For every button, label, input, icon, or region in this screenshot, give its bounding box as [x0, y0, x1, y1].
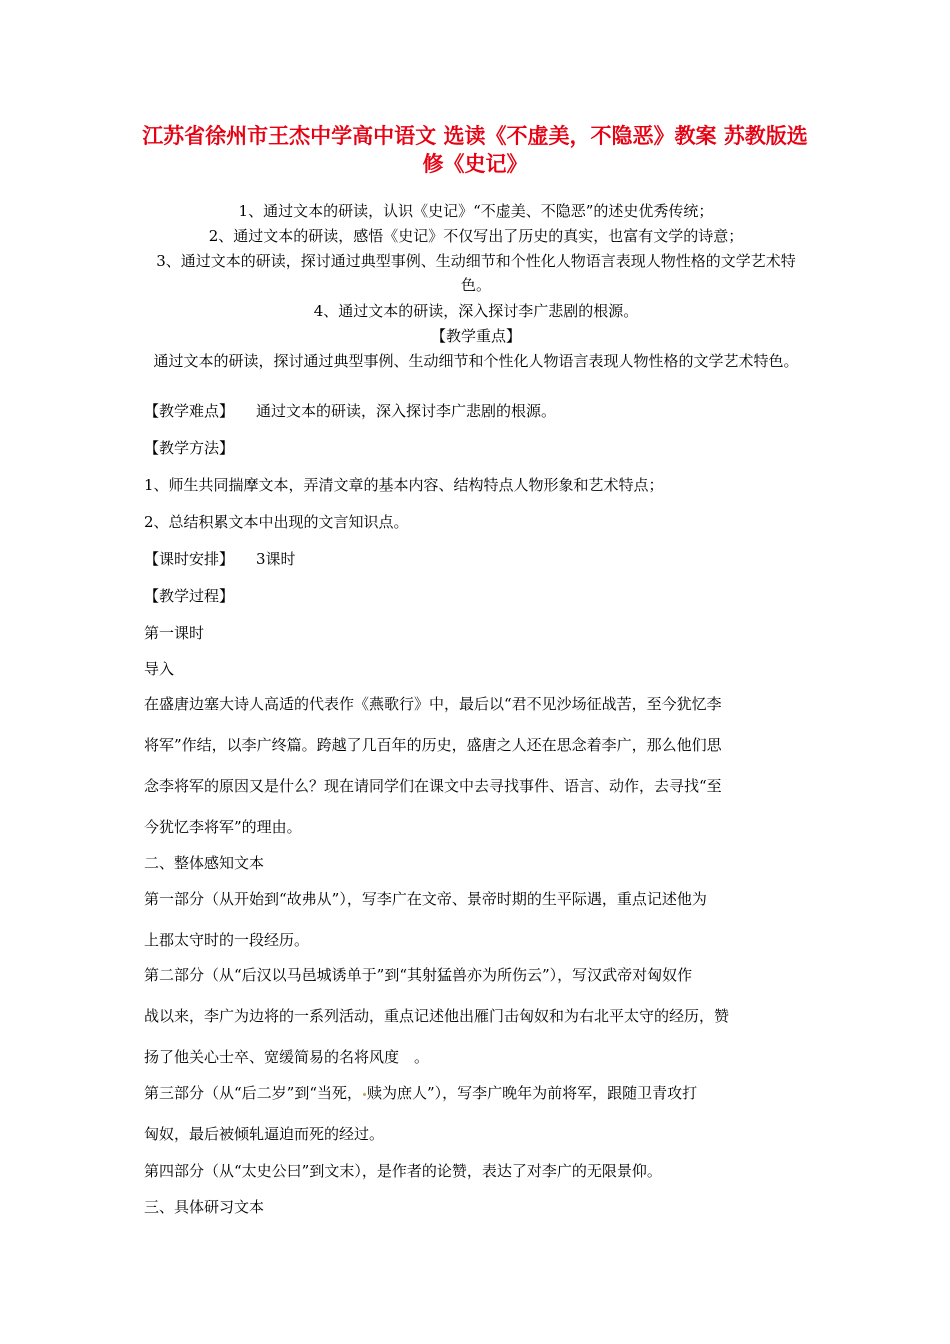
intro-line-3: 念李将军的原因又是什么？现在请同学们在课文中去寻找事件、语言、动作，去寻找“至	[144, 777, 722, 795]
part-2-line-3: 扬了他关心士卒、宽缓简易的名将风度 。	[144, 1048, 430, 1066]
method-item-1: 1、师生共同揣摩文本，弄清文章的基本内容、结构特点人物形象和艺术特点；	[144, 476, 664, 494]
method-item-2: 2、总结积累文本中出现的文言知识点。	[144, 513, 409, 531]
key-points-text: 通过文本的研读，探讨通过典型事例、生动细节和个性化人物语言表现人物性格的文学艺术特色。	[153, 352, 799, 370]
intro-line-4: 今犹忆李将军”的理由。	[144, 818, 302, 836]
part-1-line-1: 第一部分（从开始到“故弗从”），写李广在文帝、景帝时期的生平际遇，重点记述他为	[144, 890, 707, 908]
difficulty-label: 【教学难点】	[144, 402, 235, 420]
intro-heading: 导入	[144, 660, 175, 678]
section-2-heading: 二、整体感知文本	[144, 854, 265, 872]
part-3-line-1	[144, 1081, 808, 1105]
schedule-value: 3课时	[256, 550, 296, 568]
part-1-line-2: 上郡太守时的一段经历。	[144, 931, 310, 949]
method-heading: 【教学方法】	[144, 439, 235, 457]
schedule-label: 【课时安排】	[144, 550, 235, 568]
objective-1: 1、通过文本的研读，认识《史记》“不虚美、不隐恶”的述史优秀传统；	[238, 202, 714, 220]
part-3-text-b: 赎为庶人”），写李广晚年为前将军，跟随卫青攻打	[367, 1084, 698, 1102]
part-3-line-2: 匈奴，最后被倾轧逼迫而死的经过。	[144, 1125, 385, 1143]
process-heading: 【教学过程】	[144, 587, 235, 605]
dot-mark-icon	[363, 1093, 366, 1096]
part-2-line-1: 第二部分（从“后汉以马邑城诱单于”到“其射猛兽亦为所伤云”），写汉武帝对匈奴作	[144, 966, 693, 984]
part-4-line: 第四部分（从“太史公曰”到文末），是作者的论赞，表达了对李广的无限景仰。	[144, 1162, 662, 1180]
objective-3: 3、通过文本的研读，探讨通过典型事例、生动细节和个性化人物语言表现人物性格的文学艺术特色。	[156, 252, 796, 294]
part-2-line-2: 战以来，李广为边将的一系列活动，重点记述他出雁门击匈奴和为右北平太守的经历，赞	[144, 1007, 730, 1025]
section-3-heading: 三、具体研习文本	[144, 1198, 265, 1216]
difficulty-row	[144, 399, 808, 423]
intro-line-2: 将军”作结，以李广终篇。跨越了几百年的历史，盛唐之人还在思念着李广，那么他们思	[144, 736, 722, 754]
lesson-heading: 第一课时	[144, 624, 205, 642]
objective-2: 2、通过文本的研读，感悟《史记》不仅写出了历史的真实，也富有文学的诗意；	[208, 227, 744, 245]
difficulty-text: 通过文本的研读，深入探讨李广悲剧的根源。	[256, 402, 557, 420]
key-points-heading: 【教学重点】	[430, 327, 521, 345]
intro-line-1: 在盛唐边塞大诗人高适的代表作《燕歌行》中，最后以“君不见沙场征战苦，至今犹忆李	[144, 695, 722, 713]
part-3-text-a: 第三部分（从“后二岁”到“当死，	[144, 1084, 363, 1102]
objective-4: 4、通过文本的研读，深入探讨李广悲剧的根源。	[313, 302, 639, 320]
document-title: 江苏省徐州市王杰中学高中语文 选读《不虚美，不隐恶》教案 苏教版选修《史记》	[142, 123, 808, 176]
schedule-row	[144, 547, 808, 571]
